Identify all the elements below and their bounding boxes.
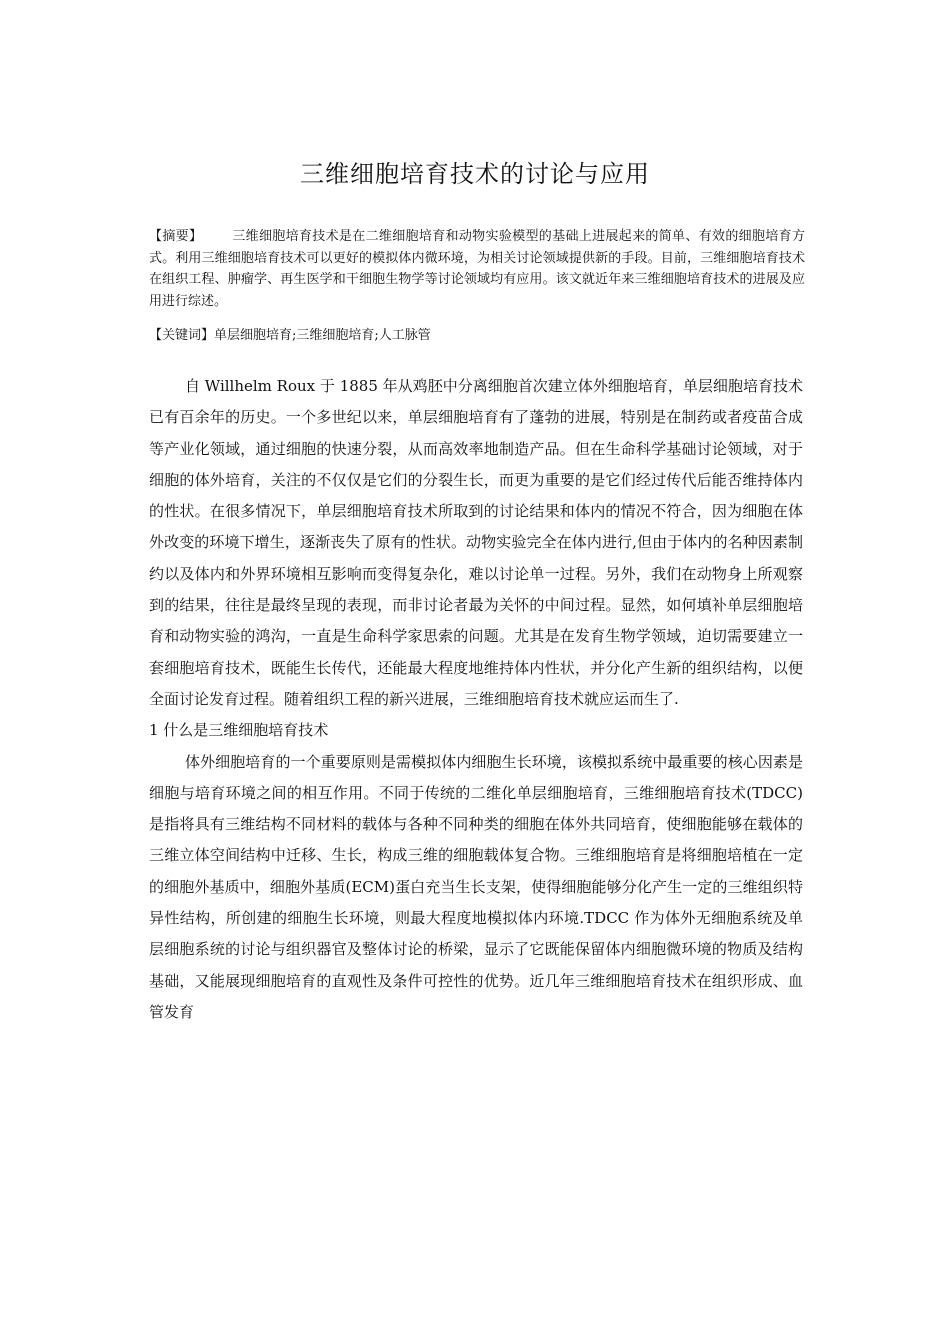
document-title: 三维细胞培育技术的讨论与应用 — [300, 160, 650, 188]
body-text — [149, 371, 803, 1028]
paragraph-intro: 自 Willhelm Roux 于 1885 年从鸡胚中分离细胞首次建立体外细胞培育，单层细胞培育技术已有百余年的历史。一个多世纪以来，单层细胞培育有了蓬勃的进展，特别是在制药或者疫苗合成等产业化领域，通过细胞的快速分裂，从而高效率地制造产品。但在生命科学基础讨论领域，对于细胞的体外培育，关注的不仅仅是它们的分裂生长，而更为重要的是它们经过传代后能否维持体内的性状。在很多情况下，单层细胞培育技术所取到的讨论结果和体内的情况不符合，因为细胞在体外改变的环境下增生，逐渐丧失了原有的性状。动物实验完全在体内进行,但由于体内的名种因素制约以及体内和外界环境相互影响而变得复杂化，难以讨论单一过程。另外，我们在动物身上所观察到的结果，往往是最终呈现的表现，而非讨论者最为关怀的中间过程。显然，如何填补单层细胞培育和动物实验的鸿沟，一直是生命科学家思索的问题。尤其是在发育生物学领域，迫切需要建立一套细胞培育技术，既能生长传代，还能最大程度地维持体内性状，并分化产生新的组织结构，以便全面讨论发育过程。随着组织工程的新兴进展，三维细胞培育技术就应运而生了. — [149, 377, 803, 708]
keywords-label: 【关键词】 — [149, 328, 215, 343]
paragraph-section-1: 体外细胞培育的一个重要原则是需模拟体内细胞生长环境，该模拟系统中最重要的核心因素是细胞与培育环境之间的相互作用。不同于传统的二维化单层细胞培育，三维细胞培育技术(TDCC)是指将具有三维结构不同材料的载体与各种不同种类的细胞在体外共同培育，使细胞能够在载体的三维立体空间结构中迁移、生长，构成三维的细胞载体复合物。三维细胞培育是将细胞培植在一定的细胞外基质中，细胞外基质(ECM)蛋白充当生长支架，使得细胞能够分化产生一定的三维组织特异性结构，所创建的细胞生长环境，则最大程度地模拟体内环境.TDCC 作为体外无细胞系统及单层细胞系统的讨论与组织器官及整体讨论的桥梁，显示了它既能保留体内细胞微环境的物质及结构基础，又能展现细胞培育的直观性及条件可控性的优势。近几年三维细胞培育技术在组织形成、血管发育 — [149, 752, 803, 1021]
keywords-text: 单层细胞培育;三维细胞培育;人工脉管 — [214, 328, 431, 343]
abstract-label: 【摘要】 — [149, 229, 203, 244]
keywords-block — [149, 325, 805, 346]
abstract-text: 三维细胞培育技术是在二维细胞培育和动物实验模型的基础上进展起来的简单、有效的细胞培育方式。利用三维细胞培育技术可以更好的模拟体内微环境，为相关讨论领域提供新的手段。目前，三维细胞培育技术在组织工程、肿瘤学、再生医学和干细胞生物学等讨论领域均有应用。该文就近年来三维细胞培育技术的进展及应用进行综述。 — [149, 229, 805, 309]
abstract-block — [149, 226, 805, 312]
section-heading: 1 什么是三维细胞培育技术 — [149, 721, 329, 740]
